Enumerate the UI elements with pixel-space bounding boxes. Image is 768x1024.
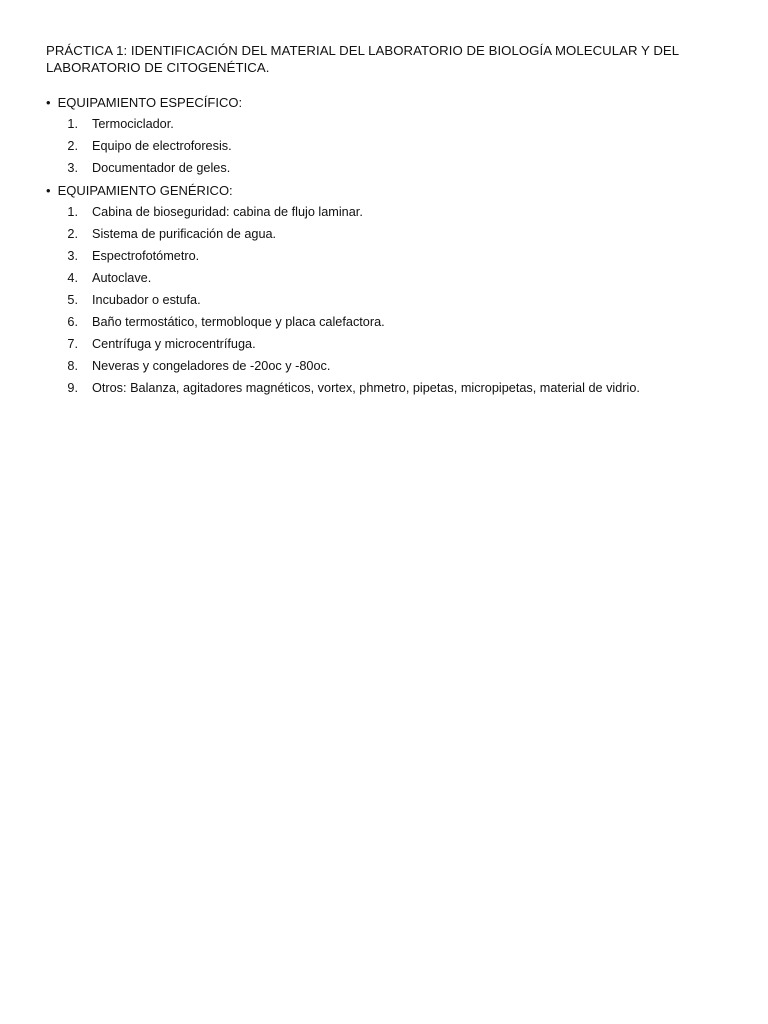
item-text: Baño termostático, termobloque y placa calefactora. <box>92 315 385 329</box>
item-text: Sistema de purificación de agua. <box>92 227 277 241</box>
list-item <box>46 226 640 248</box>
item-number: 3. <box>67 249 78 263</box>
item-number: 5. <box>67 293 78 307</box>
item-text: Centrífuga y microcentrífuga. <box>92 337 256 351</box>
list-item <box>46 380 640 402</box>
equipment-list-especifico <box>46 116 232 182</box>
section-heading-especifico <box>46 94 242 111</box>
item-text: Autoclave. <box>92 271 152 285</box>
item-text: Cabina de bioseguridad: cabina de flujo laminar. <box>92 205 363 219</box>
list-item <box>46 270 640 292</box>
item-text: Incubador o estufa. <box>92 293 201 307</box>
item-number: 6. <box>67 315 78 329</box>
item-text: Neveras y congeladores de -20oc y -80oc. <box>92 359 331 373</box>
item-number: 1. <box>67 117 78 131</box>
section-heading-generico <box>46 182 233 199</box>
item-text: Espectrofotómetro. <box>92 249 200 263</box>
document-title: PRÁCTICA 1: IDENTIFICACIÓN DEL MATERIAL DEL LABORATORIO DE BIOLOGÍA MOLECULAR Y DEL LABORATORIO DE CITOGENÉTICA. <box>46 43 679 75</box>
list-item <box>46 292 640 314</box>
item-number: 1. <box>67 205 78 219</box>
list-item <box>46 204 640 226</box>
bullet-glyph: • <box>46 95 51 110</box>
item-number: 2. <box>67 227 78 241</box>
section-heading-text: EQUIPAMIENTO GENÉRICO: <box>57 183 233 198</box>
section-heading-text: EQUIPAMIENTO ESPECÍFICO: <box>57 95 243 110</box>
item-text: Equipo de electroforesis. <box>92 139 232 153</box>
item-number: 9. <box>67 381 78 395</box>
list-item <box>46 116 232 138</box>
list-item <box>46 336 640 358</box>
item-number: 7. <box>67 337 78 351</box>
bullet-glyph: • <box>46 183 51 198</box>
item-number: 2. <box>67 139 78 153</box>
list-item <box>46 314 640 336</box>
item-number: 4. <box>67 271 78 285</box>
list-item <box>46 160 232 182</box>
item-number: 3. <box>67 161 78 175</box>
list-item <box>46 138 232 160</box>
list-item <box>46 358 640 380</box>
equipment-list-generico <box>46 204 640 402</box>
item-text: Otros: Balanza, agitadores magnéticos, vortex, phmetro, pipetas, micropipetas, material de vidrio. <box>92 381 640 395</box>
item-text: Termociclador. <box>92 117 174 131</box>
item-number: 8. <box>67 359 78 373</box>
list-item <box>46 248 640 270</box>
item-text: Documentador de geles. <box>92 161 231 175</box>
